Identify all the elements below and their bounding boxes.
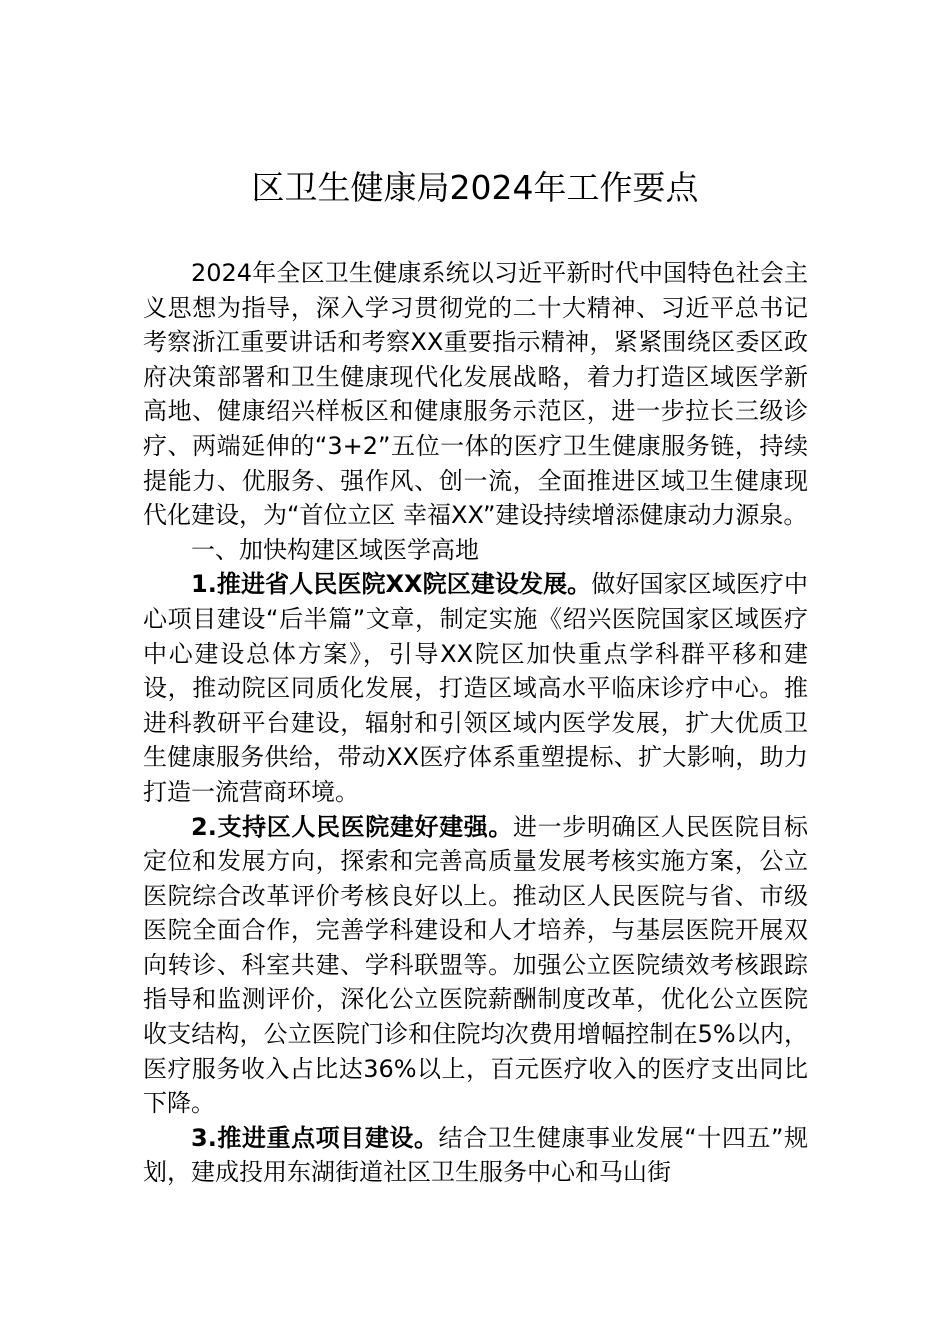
item-paragraph-2: [143, 810, 808, 1121]
document-title: 区卫生健康局2024年工作要点: [251, 168, 699, 207]
section-heading: 一、加快构建区域医学高地: [191, 535, 479, 564]
item-lead-3: 3.推进重点项目建设。: [191, 1123, 439, 1152]
item-paragraph-1: [143, 567, 808, 809]
intro-paragraph: 2024年全区卫生健康系统以习近平新时代中国特色社会主义思想为指导，深入学习贯彻党的二十大精神、习近平总书记考察浙江重要讲话和考察XX重要指示精神，紧紧围绕区委区政府决策部署和卫生健康现代化发展战略，着力打造区域医学新高地、健康绍兴样板区和健康服务示范区，进一步拉长三级诊疗、两端延伸的“3+2”五位一体的医疗卫生健康服务链，持续提能力、优服务、强作风、创一流，全面推进区域卫生健康现代化建设，为“首位立区 幸福XX”建设持续增添健康动力源泉。: [143, 259, 808, 530]
item-text-1: 做好国家区域医疗中心项目建设“后半篇”文章，制定实施《绍兴医院国家区域医疗中心建设总体方案》，引导XX院区加快重点学科群平移和建设，推动院区同质化发展，打造区域高水平临床诊疗中心。推进科教研平台建设，辐射和引领区域内医学发展，扩大优质卫生健康服务供给，带动XX医疗体系重塑提标、扩大影响，助力打造一流营商环境。: [143, 570, 809, 806]
item-text-3: 结合卫生健康事业发展“十四五”规划，建成投用东湖街道社区卫生服务中心和马山街: [143, 1123, 808, 1187]
document-body: [143, 256, 808, 1190]
item-lead-2: 2.支持区人民医院建好建强。: [191, 812, 514, 841]
item-lead-1: 1.推进省人民医院XX院区建设发展。: [191, 570, 592, 599]
item-text-2: 进一步明确区人民医院目标定位和发展方向，探索和完善高质量发展考核实施方案，公立医院综合改革评价考核良好以上。推动区人民医院与省、市级医院全面合作，完善学科建设和人才培养，与基层医院开展双向转诊、科室共建、学科联盟等。加强公立医院绩效考核跟踪指导和监测评价，深化公立医院薪酬制度改革，优化公立医院收支结构，公立医院门诊和住院均次费用增幅控制在5%以内，医疗服务收入占比达36%以上，百元医疗收入的医疗支出同比下降。: [143, 812, 808, 1118]
item-paragraph-3: [143, 1121, 808, 1190]
